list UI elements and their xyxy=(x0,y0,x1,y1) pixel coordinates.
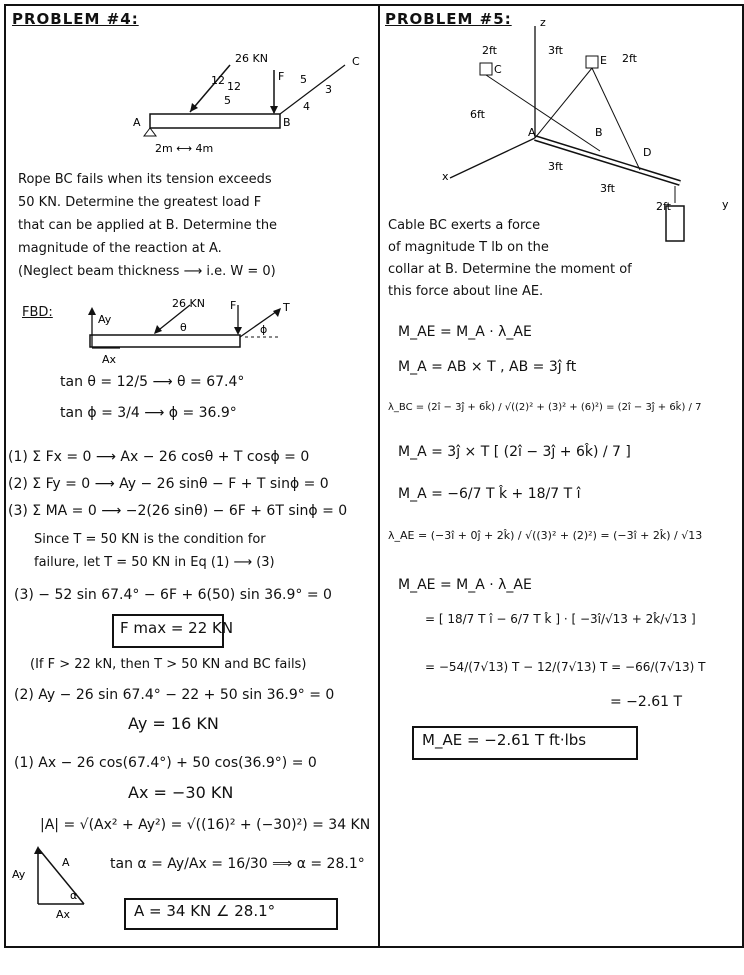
fmax-result: F max = 22 KN xyxy=(120,619,234,637)
svg-text:θ: θ xyxy=(180,321,187,334)
svg-text:y: y xyxy=(722,198,729,211)
statement-line-5: (Neglect beam thickness ⟶ i.e. W = 0) xyxy=(18,264,276,279)
svg-text:T: T xyxy=(283,301,290,314)
p5-statement-2: of magnitude T lb on the xyxy=(388,240,549,255)
fbd-label: FBD: xyxy=(22,305,53,320)
step-2: (2) Ay − 26 sin 67.4° − 22 + 50 sin 36.9° = 0 xyxy=(14,687,335,703)
svg-text:Ax: Ax xyxy=(102,353,117,366)
statement-line-4: magnitude of the reaction at A. xyxy=(18,241,222,256)
p5-statement-1: Cable BC exerts a force xyxy=(388,218,541,233)
final-reaction: A = 34 KN ∠ 28.1° xyxy=(134,902,276,920)
p5-line-8: = [ 18/7 T î − 6/7 T k̂ ] · [ −3î/√13 + 2k̂/√13 ] xyxy=(425,612,696,626)
problem4-beam-figure xyxy=(120,40,370,165)
svg-text:ϕ: ϕ xyxy=(260,323,268,336)
ax-result: Ax = −30 KN xyxy=(128,783,234,802)
svg-text:3ft: 3ft xyxy=(548,160,563,173)
reaction-triangle xyxy=(6,842,96,922)
dimension: 2m ⟷ 4m xyxy=(155,142,214,155)
problem4-title: PROBLEM #4: xyxy=(12,10,139,28)
p5-line-7: M_AE = M_A · λ_AE xyxy=(398,577,532,593)
slope-5: 5 xyxy=(224,94,231,107)
b-label: B xyxy=(283,116,291,129)
problem5-title: PROBLEM #5: xyxy=(385,10,512,28)
pin-support xyxy=(144,128,156,136)
svg-text:Ay: Ay xyxy=(98,313,112,326)
p5-line-1: M_AE = M_A · λ_AE xyxy=(398,324,532,340)
svg-text:2ft: 2ft xyxy=(482,44,497,57)
fbd-diagram xyxy=(80,295,310,370)
svg-text:A: A xyxy=(62,856,70,869)
p5-statement-3: collar at B. Determine the moment of xyxy=(388,262,632,277)
statement-line-1: Rope BC fails when its tension exceeds xyxy=(18,172,272,187)
condition-1: Since T = 50 KN is the condition for xyxy=(34,532,266,547)
svg-text:2ft: 2ft xyxy=(622,52,637,65)
svg-text:z: z xyxy=(540,18,546,29)
rope-3: 3 xyxy=(325,83,332,96)
svg-text:2ft: 2ft xyxy=(656,200,671,213)
svg-text:α: α xyxy=(70,889,78,902)
rope-bc xyxy=(280,65,345,114)
c-label: C xyxy=(352,55,360,68)
p5-line-10: = −2.61 T xyxy=(610,694,683,710)
statement-line-3: that can be applied at B. Determine the xyxy=(18,218,278,233)
svg-text:Ax: Ax xyxy=(56,908,71,921)
ay-result: Ay = 16 KN xyxy=(128,714,219,733)
svg-text:3ft: 3ft xyxy=(548,44,563,57)
failure-note: (If F > 22 kN, then T > 50 KN and BC fails) xyxy=(30,657,307,672)
a-label: A xyxy=(133,116,141,129)
rope-4: 4 xyxy=(303,100,310,113)
svg-text:x: x xyxy=(442,170,449,183)
p5-line-2: M_A = AB × T , AB = 3ĵ ft xyxy=(398,359,577,375)
svg-text:E: E xyxy=(600,54,607,67)
p5-line-9: = −54/(7√13) T − 12/(7√13) T = −66/(7√13) T xyxy=(425,660,706,674)
slope-12a: 12 xyxy=(211,74,225,87)
rope-5: 5 xyxy=(300,73,307,86)
step-3: (3) − 52 sin 67.4° − 6F + 6(50) sin 36.9° = 0 xyxy=(14,587,332,603)
svg-text:F: F xyxy=(230,299,237,312)
condition-2: failure, let T = 50 KN in Eq (1) ⟶ (3) xyxy=(34,555,275,570)
p5-final: M_AE = −2.61 T ft·lbs xyxy=(422,731,587,749)
problem5-3d-figure xyxy=(440,18,735,248)
svg-text:B: B xyxy=(595,126,603,139)
statement-line-2: 50 KN. Determine the greatest load F xyxy=(18,195,262,210)
angle-theta: tan θ = 12/5 ⟶ θ = 67.4° xyxy=(60,374,245,390)
p5-statement-4: this force about line AE. xyxy=(388,284,544,299)
eq-3: (3) Σ MA = 0 ⟶ −2(26 sinθ) − 6F + 6T sinϕ = 0 xyxy=(8,503,348,519)
p5-line-6: λ_AE = (−3î + 0ĵ + 2k̂) / √((3)² + (2)²) = (−3î + 2k̂) / √13 xyxy=(388,529,703,542)
eq-2: (2) Σ Fy = 0 ⟶ Ay − 26 sinθ − F + T sinϕ = 0 xyxy=(8,476,329,492)
svg-text:Ay: Ay xyxy=(12,868,26,881)
p5-line-5: M_A = −6/7 T k̂ + 18/7 T î xyxy=(398,486,581,502)
angle-phi: tan ϕ = 3/4 ⟶ ϕ = 36.9° xyxy=(60,405,237,421)
tan-alpha: tan α = Ay/Ax = 16/30 ⟹ α = 28.1° xyxy=(110,856,365,872)
svg-text:C: C xyxy=(494,63,502,76)
step-1: (1) Ax − 26 cos(67.4°) + 50 cos(36.9°) = 0 xyxy=(14,755,317,771)
svg-text:6ft: 6ft xyxy=(470,108,485,121)
magnitude-a: |A| = √(Ax² + Ay²) = √((16)² + (−30)²) = 34 KN xyxy=(40,817,371,833)
p5-line-4: M_A = 3ĵ × T [ (2î − 3ĵ + 6k̂) / 7 ] xyxy=(398,444,631,460)
load-label: 26 KN xyxy=(235,52,268,65)
f-label: F xyxy=(278,70,285,83)
beam xyxy=(150,114,280,128)
svg-text:D: D xyxy=(643,146,652,159)
eq-1: (1) Σ Fx = 0 ⟶ Ax − 26 cosθ + T cosϕ = 0 xyxy=(8,449,310,465)
p5-line-3: λ_BC = (2î − 3ĵ + 6k̂) / √((2)² + (3)² + (6)²) = (2î − 3ĵ + 6k̂) / 7 xyxy=(388,402,702,413)
svg-text:3ft: 3ft xyxy=(600,182,615,195)
slope-12b: 12 xyxy=(227,80,241,93)
svg-text:26 KN: 26 KN xyxy=(172,297,205,310)
svg-text:A: A xyxy=(528,126,536,139)
